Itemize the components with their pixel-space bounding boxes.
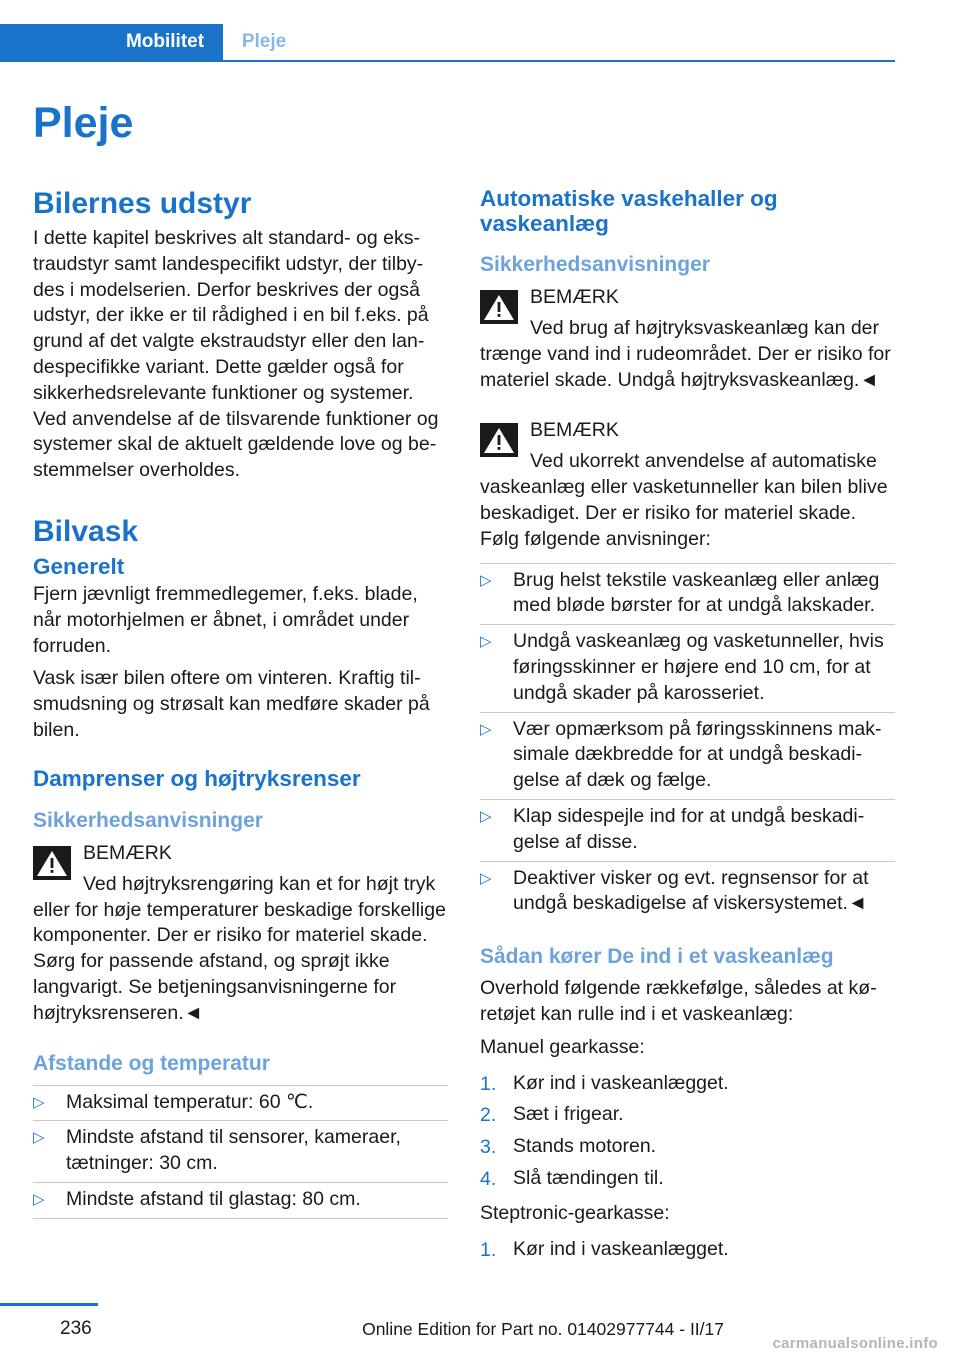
header-divider xyxy=(0,60,895,62)
warning-block-hoejtryksvask xyxy=(480,284,895,393)
footer-divider xyxy=(0,1303,98,1306)
bullet-triangle-icon: ▷ xyxy=(480,633,492,651)
footer-edition: Online Edition for Part no. 01402977744 - II/17 xyxy=(362,1319,724,1339)
warning-block-hoejtryk xyxy=(33,840,448,1027)
warning-triangle-icon xyxy=(480,423,518,457)
header-tab-blank xyxy=(0,24,107,60)
paragraph-generelt-1: Fjern jævnligt fremmedlegemer, f.eks. blade, når motorhjelmen er åbnet, i området under forruden. xyxy=(33,582,418,657)
section-title-bilvask: Bilvask xyxy=(33,514,139,548)
warning-block-vaskeanlaeg xyxy=(480,417,895,552)
bullet-triangle-icon: ▷ xyxy=(480,720,492,738)
subsubsection-title-sikkerhed-left: Sikkerhedsanvisninger xyxy=(33,808,263,832)
bullet-triangle-icon: ▷ xyxy=(33,1190,45,1208)
bullet-triangle-icon: ▷ xyxy=(480,571,492,589)
bullet-triangle-icon: ▷ xyxy=(33,1093,45,1111)
list-item: ▷ Brug helst tekstile vaskeanlæg eller anlæg med bløde børster for at undgå lakskader. xyxy=(480,564,895,626)
left-column xyxy=(33,186,448,1225)
list-item: 2. Sæt i frigear. xyxy=(480,1103,624,1127)
tab-mobilitet[interactable]: Mobilitet xyxy=(107,24,223,60)
bullet-triangle-icon: ▷ xyxy=(480,807,492,825)
list-item: ▷ Vær opmærksom på føringsskinnens maksimale dækbredde for at undgå beskadigelse af dæk og fælge. xyxy=(480,713,895,800)
bullet-list-afstande xyxy=(33,1085,448,1219)
header-tabbar xyxy=(0,0,895,62)
paragraph-generelt-2: Vask især bilen oftere om vinteren. Kraftig tilsmudsning og strøsalt kan medføre skader på bilen. xyxy=(33,667,430,741)
label-manuel-gearkasse: Manuel gearkasse: xyxy=(480,1035,645,1058)
page-number: 236 xyxy=(60,1318,92,1339)
tab-pleje[interactable]: Pleje xyxy=(241,31,287,52)
list-item: ▷ Undgå vaskeanlæg og vasketunneller, hvis føringsskinner er højere end 10 cm, for at undgå skader på karosseriet. xyxy=(480,625,895,712)
warning-title: BEMÆRK xyxy=(83,841,172,864)
bullet-list-vaskeanlaeg xyxy=(480,563,895,923)
list-item: ▷ Klap sidespejle ind for at undgå beskadigelse af disse. xyxy=(480,800,895,862)
bullet-triangle-icon: ▷ xyxy=(33,1129,45,1147)
list-item: ▷ Maksimal temperatur: 60 ℃. xyxy=(33,1086,448,1122)
warning-triangle-icon xyxy=(480,290,518,324)
subsubsection-title-sikkerhed-right: Sikkerhedsanvisninger xyxy=(480,253,710,276)
list-item: 4. Slå tændingen til. xyxy=(480,1166,664,1190)
watermark: carmanualsonline.info xyxy=(772,1335,938,1352)
list-item: 1. Kør ind i vaskeanlægget. xyxy=(480,1237,729,1261)
warning-text: Ved højtryksrengøring kan et for højt tryk eller for høje temperaturer beskadige forskellige komponenter. Der er risiko for materiel skade. Sørg for passende afstand, og sprøjt ikke langvarigt. Se betjeningsanvisningerne for højtryksrenseren.◄ xyxy=(33,872,446,1024)
paragraph-saadan: Overhold følgende rækkefølge, således at køretøjet kan rulle ind i et vaskeanlæg: xyxy=(480,977,877,1025)
page-title: Pleje xyxy=(33,99,134,147)
warning-text: Ved brug af højtryksvaskeanlæg kan der trænge vand ind i rudeområdet. Der er risiko for materiel skade. Undgå højtryksvaskeanlæg.◄ xyxy=(480,317,891,391)
warning-title: BEMÆRK xyxy=(530,286,619,308)
numbered-list-steptronic xyxy=(480,1234,895,1266)
list-item: ▷ Mindste afstand til glastag: 80 cm. xyxy=(33,1183,448,1219)
warning-triangle-icon xyxy=(33,846,71,880)
warning-text: Ved ukorrekt anvendelse af automatiske vaskeanlæg eller vasketunneller kan bilen blive beskadiget. Der er risiko for materiel skade. Følg følgende anvisninger: xyxy=(480,450,888,550)
bullet-triangle-icon: ▷ xyxy=(480,869,492,887)
list-item: 1. Kør ind i vaskeanlægget. xyxy=(480,1071,729,1095)
paragraph-bilernes-udstyr: I dette kapitel beskrives alt standard- og ekstraudstyr samt landespecifikt udstyr, der tilbydes i modelserien. Derfor beskrives der også udstyr, der ikke er til rådighed i en bil f.eks. på grund af det valgte ekstraudstyr eller den landespecifikke variant. Dette gælder også for sikkerhedsrelevante funktioner og systemer. Ved anvendelse af de tilsvarende funktioner og systemer skal de aktuelt gældende love og bestemmelser overholdes. xyxy=(33,227,439,482)
subsubsection-title-afstande: Afstande og temperatur xyxy=(33,1051,270,1075)
subsection-title-automatiske-vaskehaller: Automatiske vaskehaller og vaskeanlæg xyxy=(480,186,778,236)
subsubsection-title-saadan-koerer-de: Sådan kører De ind i et vaskeanlæg xyxy=(480,945,834,969)
warning-title: BEMÆRK xyxy=(530,419,619,442)
label-steptronic-gearkasse: Steptronic-gearkasse: xyxy=(480,1201,670,1224)
list-item: 3. Stands motoren. xyxy=(480,1135,657,1159)
subsection-title-damprenser: Damprenser og højtryksrenser xyxy=(33,765,361,791)
list-item: ▷ Mindste afstand til sensorer, kameraer, tætninger: 30 cm. xyxy=(33,1121,448,1183)
right-column xyxy=(480,186,895,1271)
section-title-bilernes-udstyr: Bilernes udstyr xyxy=(33,187,252,220)
subsection-title-generelt: Generelt xyxy=(33,553,125,579)
list-item: ▷ Deaktiver visker og evt. regnsensor for at undgå beskadigelse af viskersystemet.◄ xyxy=(480,866,869,915)
numbered-list-manuel xyxy=(480,1068,895,1195)
